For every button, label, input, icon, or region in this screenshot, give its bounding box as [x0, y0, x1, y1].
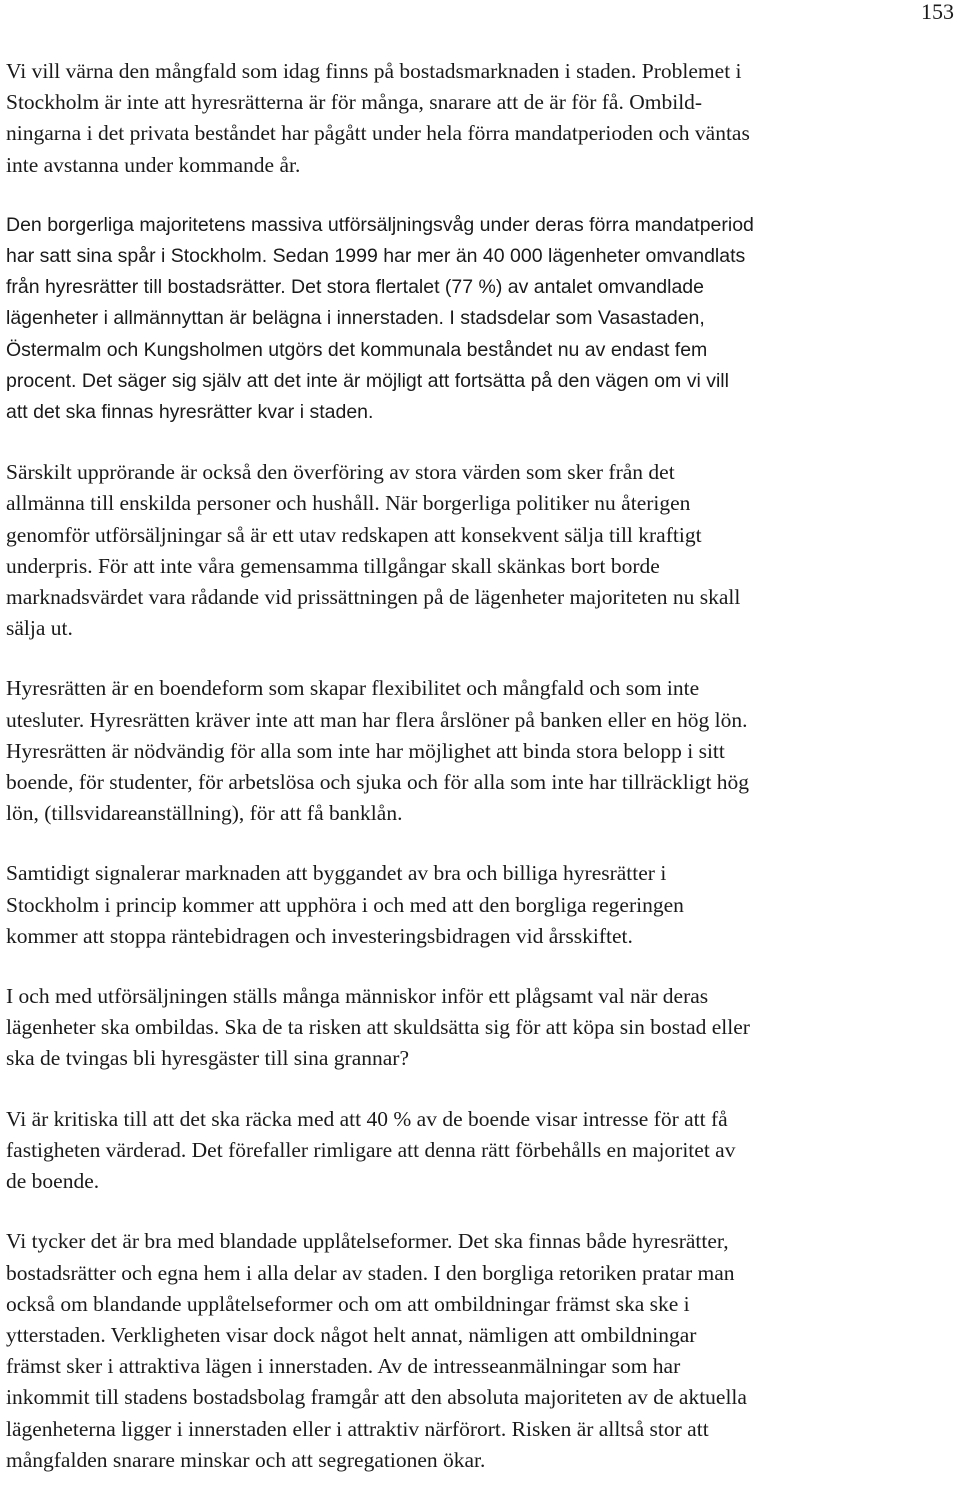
- paragraph-line: boende, för studenter, för arbetslösa och sjuka och för alla som inte har tillräckligt hög: [6, 770, 750, 795]
- paragraph-line: ytterstaden. Verkligheten visar dock något helt annat, nämligen att ombildningar: [6, 1322, 697, 1347]
- paragraph-line: från hyresrätter till bostadsrätter. Det stora flertalet (77 %) av antalet omvandlade: [6, 276, 705, 299]
- paragraph-line: ningarna i det privata beståndet har pågått under hela förra mandatperioden och väntas: [6, 121, 750, 146]
- paragraph-line: Stockholm i princip kommer att upphöra i och med att den borgliga regeringen: [6, 892, 684, 917]
- paragraph-line: genomför utförsäljningar så är ett utav redskapen att konsekvent sälja till kraftigt: [6, 522, 702, 547]
- paragraph-line: underpris. För att inte våra gemensamma tillgångar skall skänkas bort borde: [6, 553, 660, 578]
- paragraph-line: procent. Det säger sig själv att det inte är möjligt att fortsätta på den vägen om vi vill: [6, 369, 729, 392]
- paragraph-line: ska de tvingas bli hyresgäster till sina grannar?: [6, 1046, 410, 1071]
- paragraph: [6, 858, 956, 952]
- paragraph-line: Vi tycker det är bra med blandade upplåtelseformer. Det ska finnas både hyresrätter,: [6, 1229, 729, 1254]
- paragraph: [6, 56, 956, 181]
- paragraph-line: att det ska finnas hyresrätter kvar i staden.: [6, 401, 374, 424]
- paragraph-line: Vi vill värna den mångfald som idag finns på bostadsmarknaden i staden. Problemet i: [6, 59, 742, 83]
- paragraph-line: fastigheten värderad. Det förefaller rimligare att denna rätt förbehålls en majoritet av: [6, 1137, 736, 1162]
- paragraph: [6, 1226, 956, 1476]
- paragraph-line: främst sker i attraktiva lägen i innerstaden. Av de intresseanmälningar som har: [6, 1354, 681, 1379]
- paragraph-line: lön, (tillsvidareanställning), för att få banklån.: [6, 801, 403, 826]
- paragraph-line: Samtidigt signalerar marknaden att byggandet av bra och billiga hyresrätter i: [6, 861, 667, 886]
- page-number: 153: [921, 0, 954, 24]
- paragraph-line: utesluter. Hyresrätten kräver inte att man har flera årslöner på banken eller en hög lön.: [6, 707, 748, 732]
- paragraph-line: Den borgerliga majoritetens massiva utförsäljningsvåg under deras förra mandatperiod: [6, 213, 754, 236]
- paragraph-line: också om blandande upplåtelseformer och om att ombildningar främst ska ske i: [6, 1291, 690, 1316]
- paragraph-line: Hyresrätten är en boendeform som skapar flexibilitet och mångfald och som inte: [6, 676, 700, 701]
- paragraph-line: lägenheter ska ombildas. Ska de ta risken att skuldsätta sig för att köpa sin bostad eller: [6, 1015, 750, 1040]
- paragraph-line: Östermalm och Kungsholmen utgörs det kommunala beståndet nu av endast fem: [6, 338, 708, 361]
- paragraph: [6, 1104, 956, 1198]
- paragraph-line: sälja ut.: [6, 616, 73, 641]
- paragraph: [6, 981, 956, 1075]
- paragraph-line: Vi är kritiska till att det ska räcka med att 40 % av de boende visar intresse för att få: [6, 1106, 728, 1131]
- paragraph-line: inkommit till stadens bostadsbolag framgår att den absoluta majoriteten av de aktuella: [6, 1385, 747, 1410]
- paragraph-line: lägenheter i allmännyttan är belägna i innerstaden. I stadsdelar som Vasastaden,: [6, 307, 705, 330]
- paragraph-line: inte avstanna under kommande år.: [6, 152, 301, 177]
- paragraph-line: har satt sina spår i Stockholm. Sedan 1999 har mer än 40 000 lägenheter omvandlats: [6, 245, 746, 268]
- paragraph-line: Stockholm är inte att hyresrätterna är för många, snarare att de är för få. Ombild-: [6, 90, 703, 115]
- paragraph-line: I och med utförsäljningen ställs många människor inför ett plågsamt val när deras: [6, 984, 709, 1009]
- paragraph-line: de boende.: [6, 1169, 100, 1194]
- paragraph-line: mångfalden snarare minskar och att segregationen ökar.: [6, 1447, 486, 1472]
- paragraph-line: lägenheterna ligger i innerstaden eller i attraktiv närförort. Risken är alltså stor att: [6, 1416, 709, 1441]
- paragraph-line: kommer att stoppa räntebidragen och investeringsbidragen vid årsskiftet.: [6, 923, 633, 948]
- paragraph-line: Hyresrätten är nödvändig för alla som inte har möjlighet att binda stora belopp i sitt: [6, 738, 725, 763]
- paragraph: [6, 457, 956, 644]
- paragraph-line: Särskilt upprörande är också den överföring av stora värden som sker från det: [6, 460, 675, 485]
- paragraph-line: marknadsvärdet vara rådande vid prissättningen på de lägenheter majoriteten nu skall: [6, 585, 741, 610]
- paragraph-line: allmänna till enskilda personer och hushåll. När borgerliga politiker nu återigen: [6, 491, 691, 516]
- paragraph-line: bostadsrätter och egna hem i alla delar av staden. I den borgliga retoriken pratar man: [6, 1260, 735, 1285]
- paragraph: [6, 673, 956, 829]
- document-body: [6, 56, 956, 1505]
- paragraph: [6, 210, 956, 428]
